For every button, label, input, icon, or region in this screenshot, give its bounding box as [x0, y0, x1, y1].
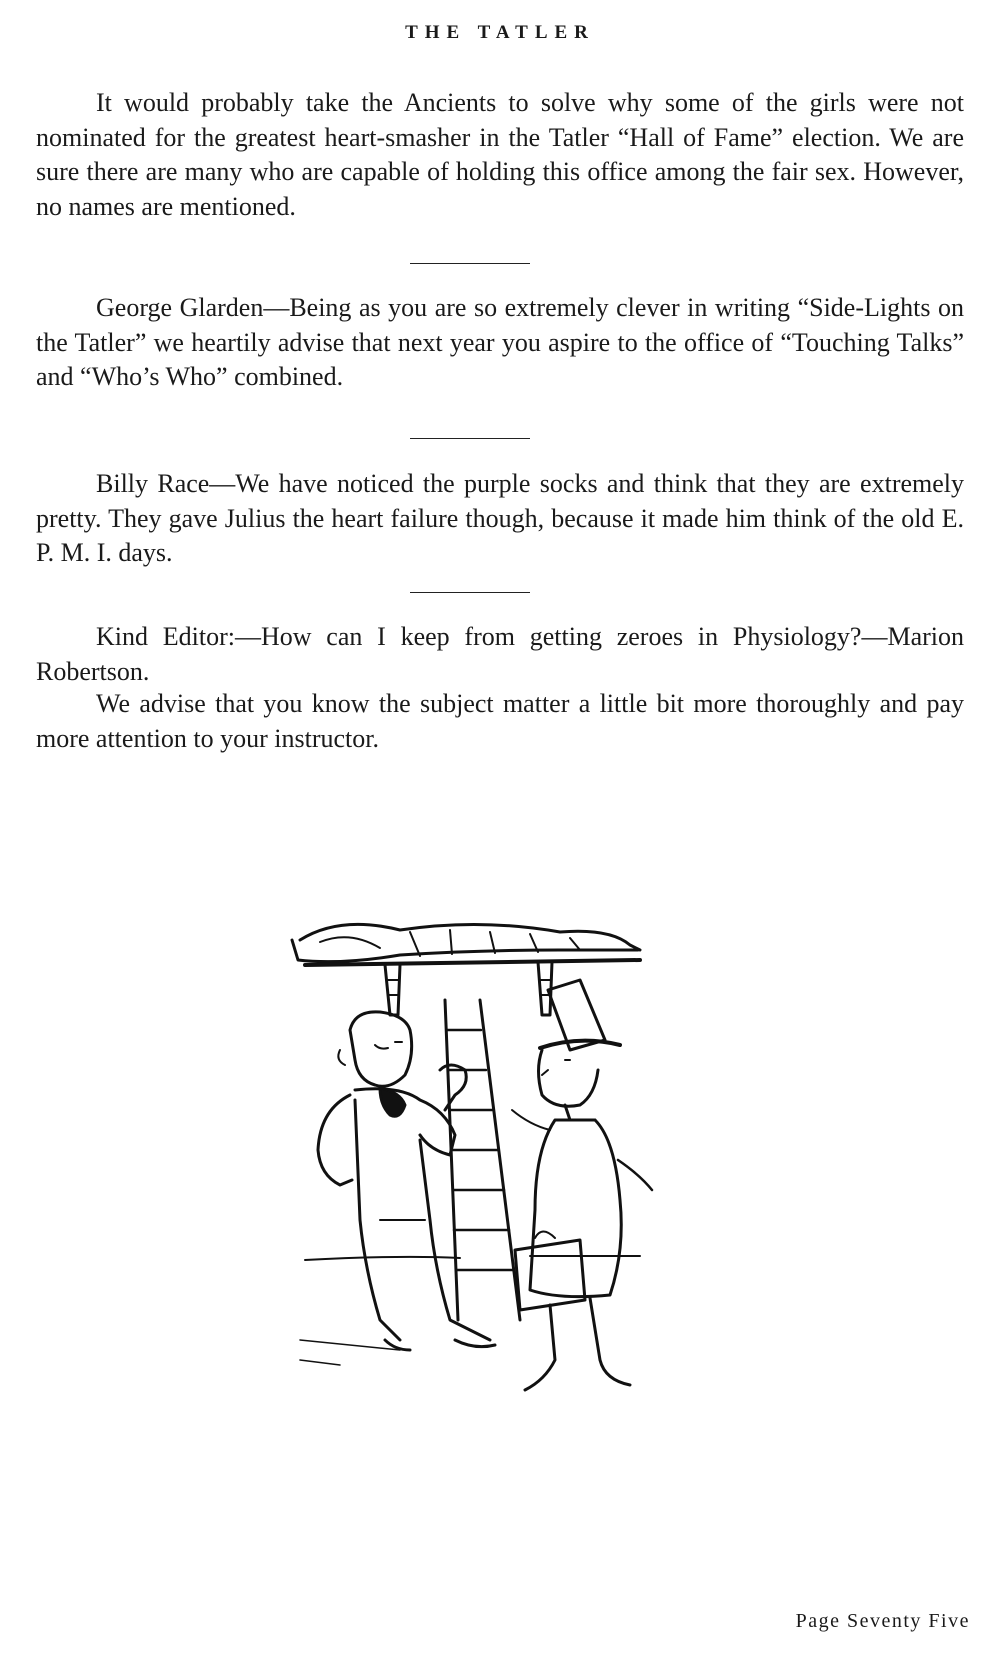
man-left-icon: [318, 1012, 495, 1350]
page-header: THE TATLER: [405, 22, 595, 43]
divider-rule: [410, 592, 530, 593]
paragraph-text: Billy Race—We have noticed the purple socks and think that they are extremely pretty. They gave Julius the heart failure though, because it made him think of the old E. P. M. I. days.: [36, 469, 964, 567]
divider-rule: [410, 263, 530, 264]
cartoon-illustration-icon: [280, 920, 680, 1420]
paragraph-text: We advise that you know the subject matter a little bit more thoroughly and pay more attention to your instructor.: [36, 689, 964, 753]
man-right-icon: [512, 980, 652, 1390]
paragraph-kind-editor: [36, 620, 964, 689]
paragraph-text: Kind Editor:—How can I keep from getting zeroes in Physiology?—Marion Robertson.: [36, 622, 964, 686]
paragraph-ancients: [36, 86, 964, 224]
paragraph-advice: [36, 687, 964, 756]
divider-rule: [410, 438, 530, 439]
paragraph-billy-race: [36, 467, 964, 571]
page-number: Page Seventy Five: [795, 1610, 970, 1632]
ladder-icon: [445, 1000, 520, 1320]
paragraph-text: George Glarden—Being as you are so extremely clever in writing “Side-Lights on the Tatler” we heartily advise that next year you aspire to the office of “Touching Talks” and “Who’s Who” combined.: [36, 293, 964, 391]
paragraph-george-glarden: [36, 291, 964, 395]
paragraph-text: It would probably take the Ancients to solve why some of the girls were not nominated for the greatest heart-smasher in the Tatler “Hall of Fame” election. We are sure there are many who are capable of holding this office among the fair sex. However, no names are mentioned.: [36, 88, 964, 221]
